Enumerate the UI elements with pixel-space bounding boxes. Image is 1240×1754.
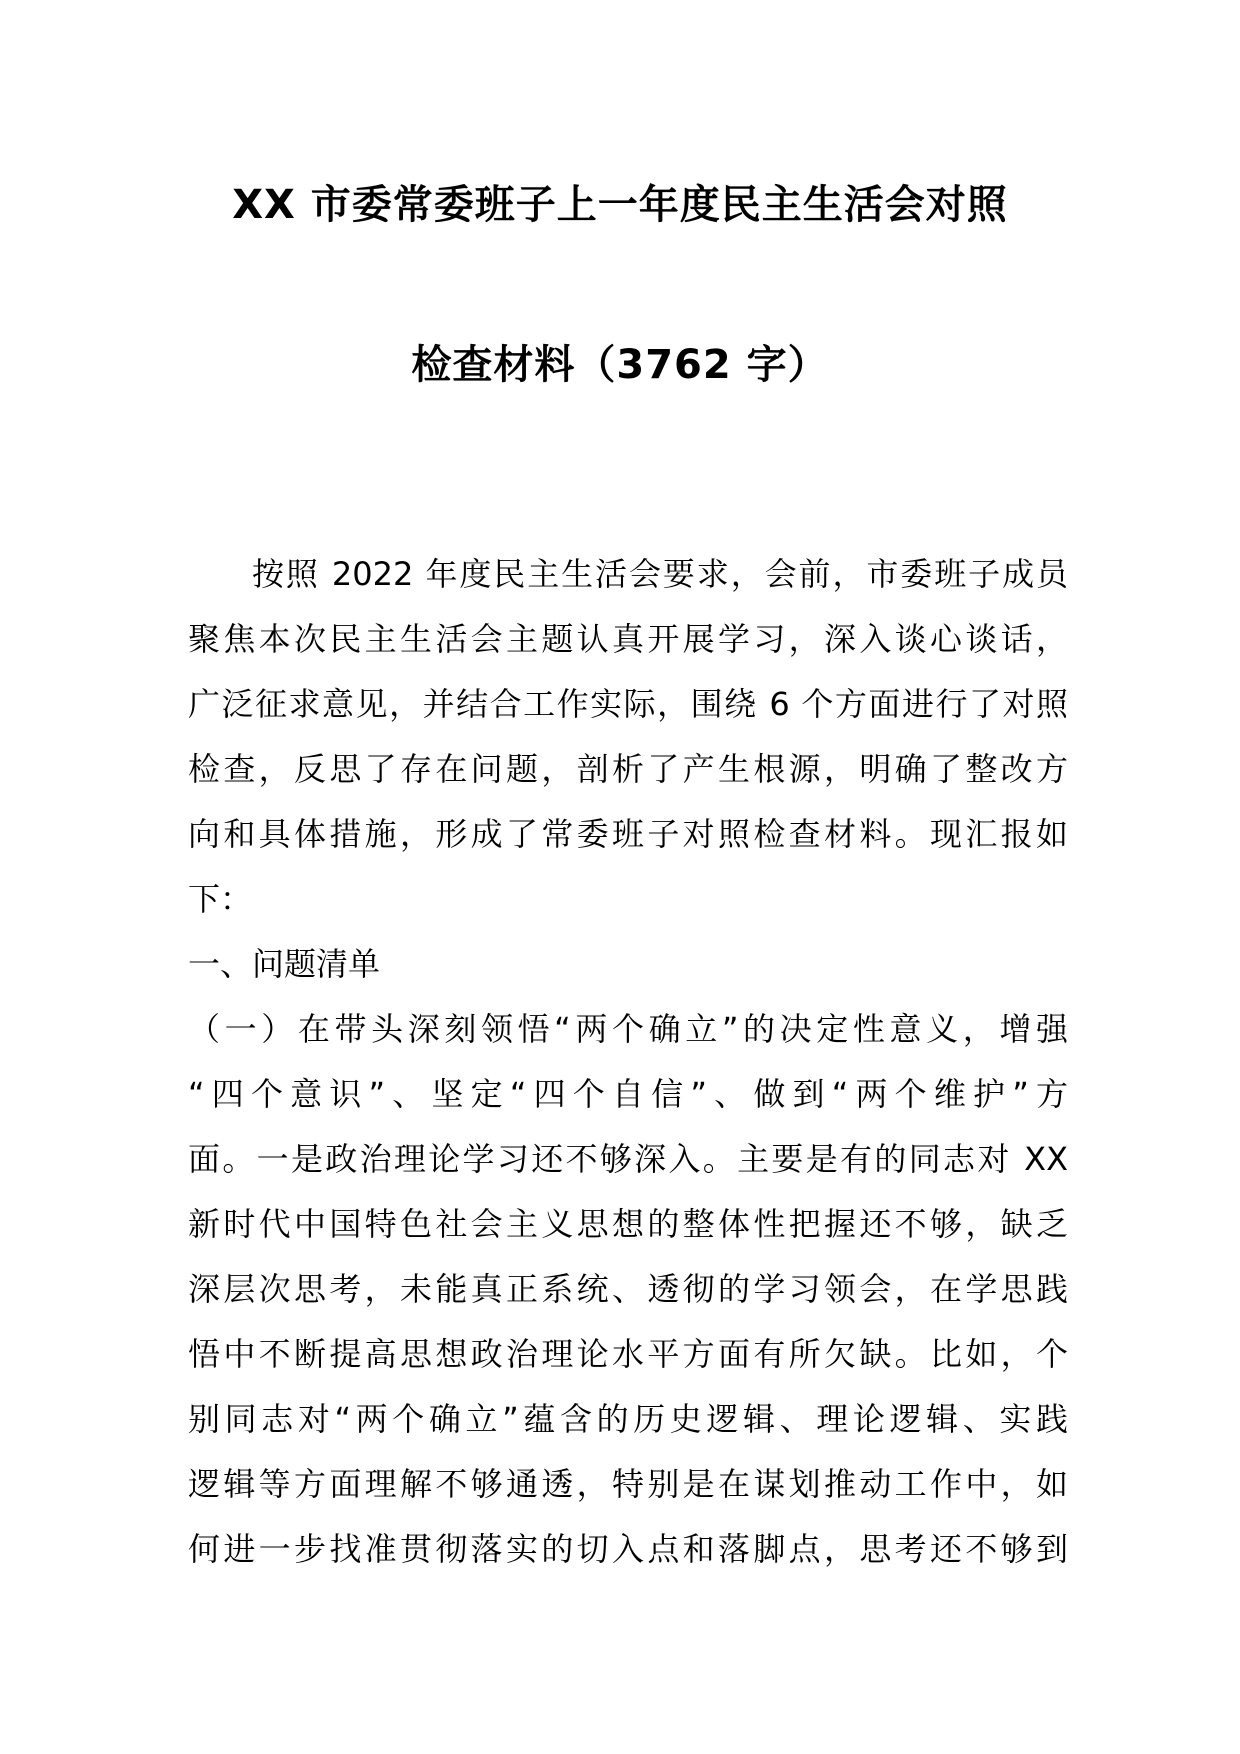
document-title-line-1: XX 市委常委班子上一年度民主生活会对照 (232, 182, 1008, 228)
body-line: 别同志对“两个确立”蕴含的历史逻辑、理论逻辑、实践 (188, 1400, 1068, 1438)
body-line: 下： (188, 880, 253, 918)
section-heading: 一、问题清单 (188, 945, 381, 983)
body-line: 检查，反思了存在问题，剖析了产生根源，明确了整改方 (188, 750, 1068, 788)
document-body (188, 542, 1068, 1582)
body-line: 聚焦本次民主生活会主题认真开展学习，深入谈心谈话， (188, 620, 1068, 658)
body-line: “四个意识”、坚定“四个自信”、做到“两个维护”方 (188, 1075, 1068, 1113)
body-line: 按照 2022 年度民主生活会要求，会前，市委班子成员 (252, 555, 1068, 593)
body-line: 向和具体措施，形成了常委班子对照检查材料。现汇报如 (188, 815, 1068, 853)
body-line: 逻辑等方面理解不够通透，特别是在谋划推动工作中，如 (188, 1465, 1068, 1503)
body-line: 深层次思考，未能真正系统、透彻的学习领会，在学思践 (188, 1270, 1068, 1308)
body-line: 悟中不断提高思想政治理论水平方面有所欠缺。比如，个 (188, 1335, 1068, 1373)
body-line: 面。一是政治理论学习还不够深入。主要是有的同志对 XX (188, 1140, 1068, 1178)
body-line: 何进一步找准贯彻落实的切入点和落脚点，思考还不够到 (188, 1530, 1068, 1568)
body-line: 新时代中国特色社会主义思想的整体性把握还不够，缺乏 (188, 1205, 1068, 1243)
body-line: （一）在带头深刻领悟“两个确立”的决定性意义，增强 (188, 1010, 1068, 1048)
body-line: 广泛征求意见，并结合工作实际，围绕 6 个方面进行了对照 (188, 685, 1068, 723)
document-title-line-2: 检查材料（3762 字） (411, 342, 829, 388)
